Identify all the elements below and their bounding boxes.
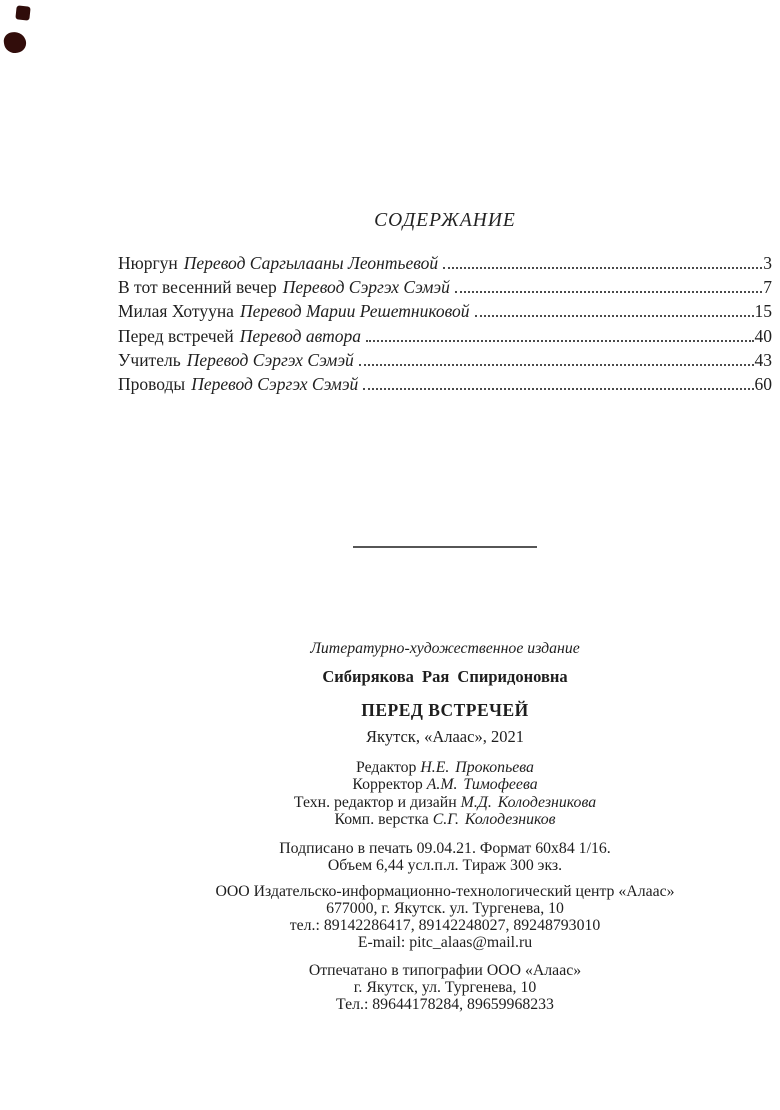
publisher-line: E-mail: pitc_alaas@mail.ru	[357, 933, 533, 951]
publisher-line: 677000, г. Якутск. ул. Тургенева, 10	[326, 899, 564, 917]
staff-block	[118, 759, 772, 828]
dot-leader	[475, 315, 754, 317]
toc-entry-translator: Перевод Сэргэх Сэмэй	[186, 349, 354, 370]
toc-entry-title: Милая Хотууна	[118, 301, 234, 322]
staff-role: Техн. редактор и дизайн	[293, 793, 457, 811]
staff-person: М.Д. Колодезникова	[460, 793, 597, 811]
toc-page-number: 7	[763, 277, 772, 298]
scan-artifact-icon	[15, 5, 30, 20]
staff-line	[118, 776, 772, 793]
toc-page-number: 3	[763, 253, 772, 273]
print-info-block	[118, 841, 772, 874]
staff-role: Комп. верстка	[334, 810, 429, 828]
dot-leader	[443, 267, 762, 269]
dot-leader	[366, 340, 753, 342]
print-info-line: Подписано в печать 09.04.21. Формат 60х84 1/16.	[279, 840, 611, 858]
toc-entry-title: Нюргун	[118, 253, 178, 273]
printing-house-line: Тел.: 89644178284, 89659968233	[336, 996, 554, 1014]
staff-role: Редактор	[356, 759, 417, 776]
dot-leader	[359, 364, 754, 366]
author-name: Сибирякова Рая Спиридоновна	[322, 667, 568, 686]
toc-page-number: 15	[754, 301, 772, 322]
publisher-line: тел.: 89142286417, 89142248027, 89248793010	[289, 916, 601, 934]
colophon	[118, 640, 772, 1013]
table-of-contents	[118, 253, 772, 398]
imprint-line: Якутск, «Алаас», 2021	[366, 727, 524, 746]
staff-line	[118, 794, 772, 811]
publisher-block	[118, 884, 772, 951]
publisher-line: ООО Издательско-информационно-технологический центр «Алаас»	[215, 883, 675, 901]
toc-page-number: 60	[754, 373, 772, 394]
toc-row	[118, 326, 772, 350]
printing-house-line: Отпечатано в типографии ООО «Алаас»	[308, 962, 582, 980]
staff-line	[118, 759, 772, 776]
toc-row	[118, 277, 772, 301]
book-title: ПЕРЕД ВСТРЕЧЕЙ	[361, 700, 529, 720]
section-divider	[353, 546, 537, 548]
toc-entry-title: В тот весенний вечер	[118, 277, 277, 298]
toc-entry-title: Перед встречей	[118, 325, 234, 346]
toc-entry-translator: Перевод Саргылааны Леонтьевой	[183, 253, 439, 273]
toc-entry-translator: Перевод автора	[239, 325, 362, 346]
staff-person: С.Г. Колодезников	[432, 810, 556, 828]
printing-house-line: г. Якутск, ул. Тургенева, 10	[353, 979, 537, 997]
dot-leader	[363, 388, 753, 390]
toc-row	[118, 301, 772, 325]
toc-entry-title: Учитель	[118, 349, 181, 370]
toc-page-number: 43	[754, 349, 772, 370]
toc-page-number: 40	[754, 325, 772, 346]
toc-row	[118, 253, 772, 277]
staff-line	[118, 811, 772, 828]
toc-entry-translator: Перевод Сэргэх Сэмэй	[282, 277, 450, 298]
printing-house-block	[118, 962, 772, 1013]
edition-type: Литературно-художественное издание	[310, 640, 580, 657]
toc-row	[118, 374, 772, 398]
print-info-line: Объем 6,44 усл.п.л. Тираж 300 экз.	[327, 856, 563, 874]
staff-role: Корректор	[352, 776, 423, 794]
staff-person: А.М. Тимофеева	[426, 776, 538, 794]
toc-heading: СОДЕРЖАНИЕ	[374, 210, 516, 231]
staff-person: Н.Е. Прокопьева	[420, 759, 534, 776]
toc-entry-translator: Перевод Марии Решетниковой	[239, 301, 470, 322]
toc-entry-title: Проводы	[118, 373, 186, 394]
toc-row	[118, 350, 772, 374]
dot-leader	[455, 291, 762, 293]
scan-artifact-icon	[3, 31, 28, 55]
toc-entry-translator: Перевод Сэргэх Сэмэй	[191, 373, 359, 394]
